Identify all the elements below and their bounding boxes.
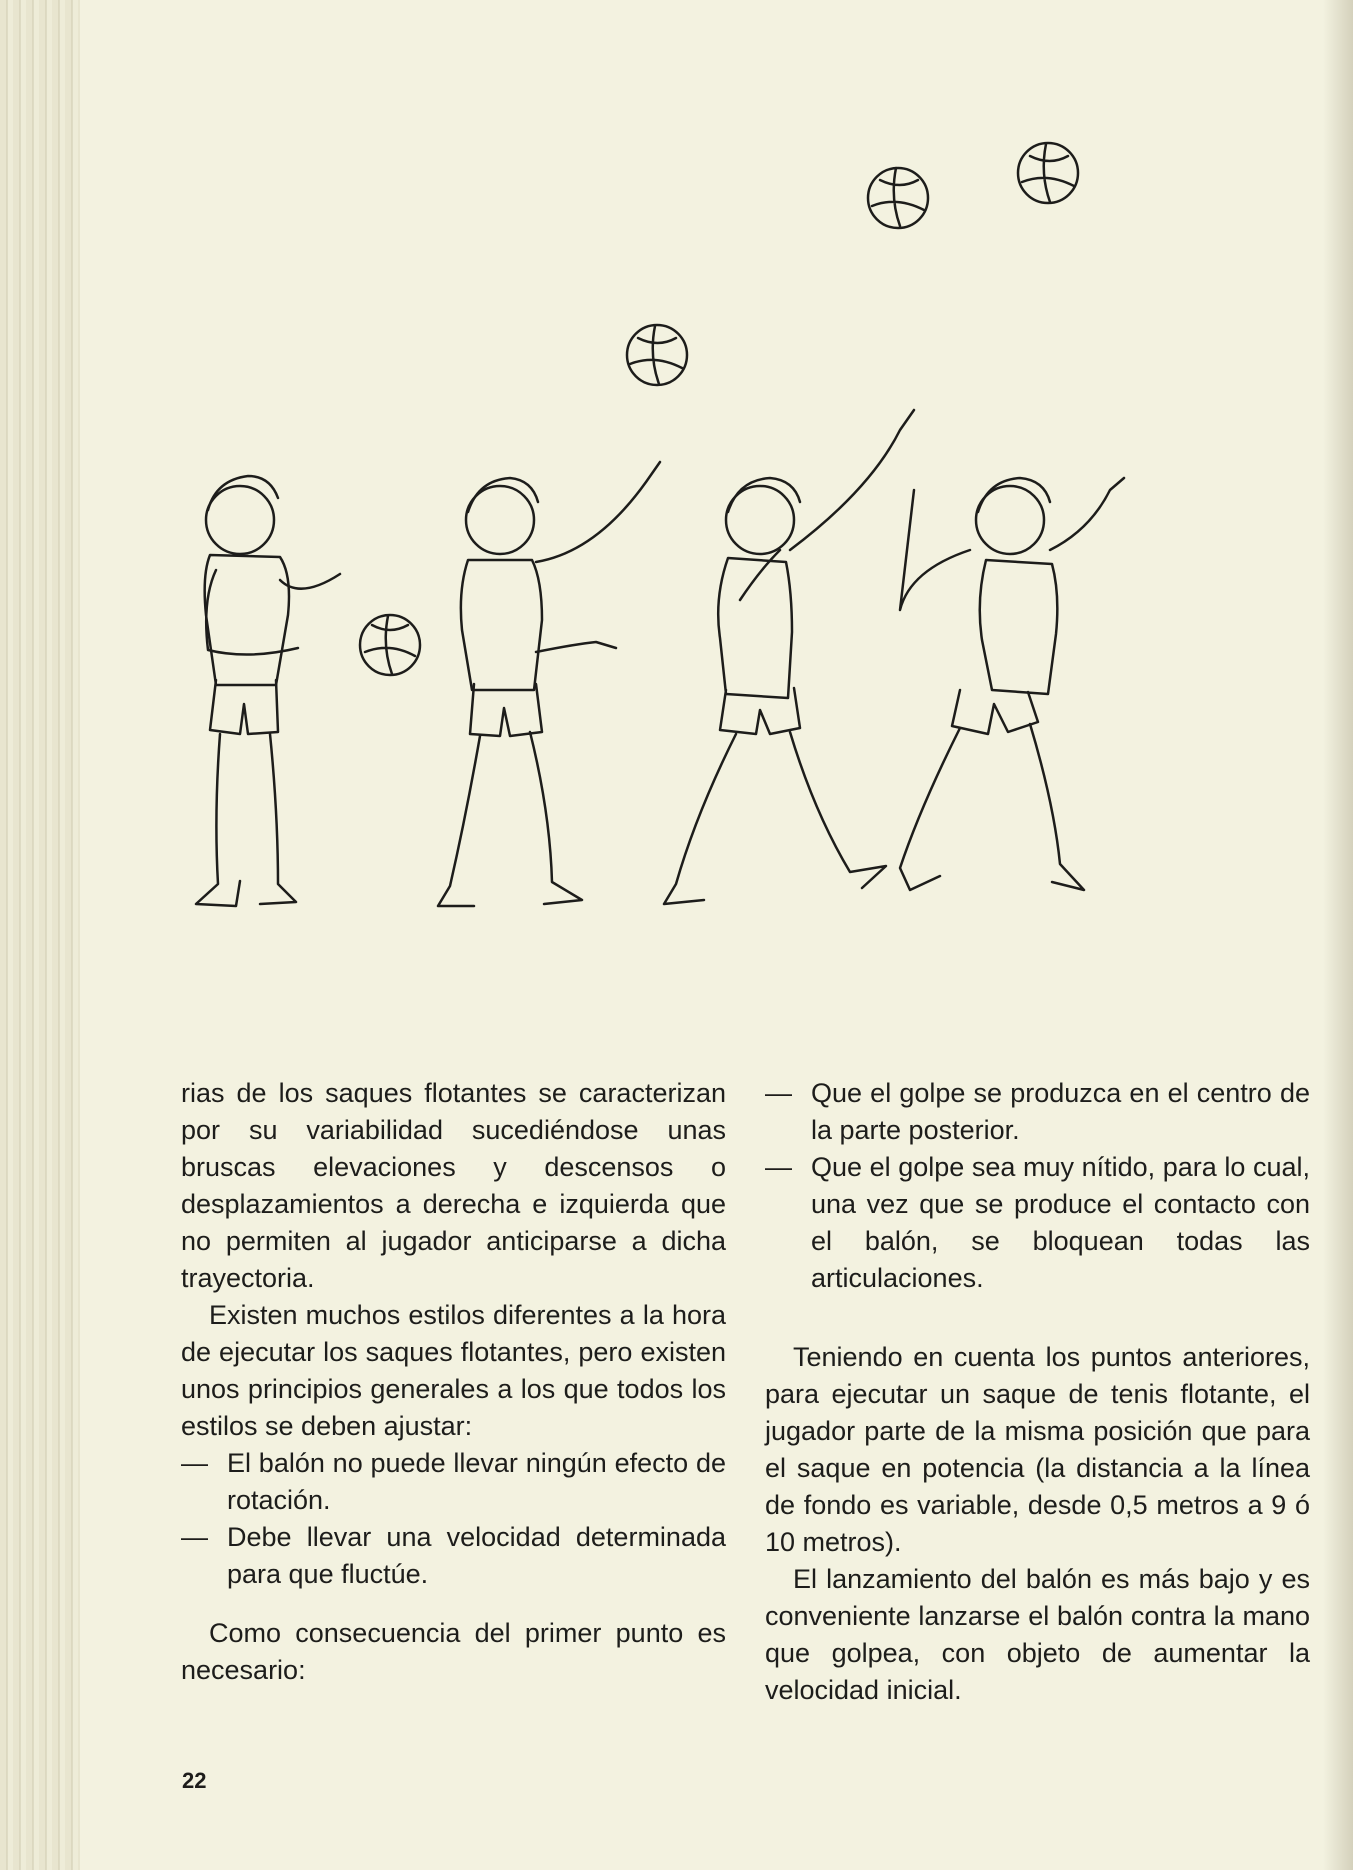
page-number: 22 — [182, 1768, 207, 1793]
left-text-column — [181, 1075, 726, 1689]
dash-item — [181, 1519, 726, 1593]
dash-mark: — — [765, 1078, 792, 1108]
dash-item-text: Que el golpe se produzca en el centro de la parte posterior. — [811, 1078, 1310, 1145]
dash-mark: — — [181, 1448, 208, 1478]
dash-mark: — — [181, 1522, 208, 1552]
dash-item — [181, 1445, 726, 1519]
right-text-column — [765, 1075, 1310, 1709]
figure-2-toss — [438, 462, 660, 906]
dash-item-text: Debe llevar una velocidad determinada para que fluctúe. — [227, 1522, 726, 1589]
dash-mark: — — [765, 1152, 792, 1182]
paragraph: rias de los saques flotantes se caracterizan por su variabilidad sucediéndose unas bruscas elevaciones y descensos o desplazamientos a derecha e izquierda que no permiten al jugador anticiparse a dicha trayectoria. — [181, 1078, 726, 1293]
paragraph: Como consecuencia del primer punto es necesario: — [181, 1618, 726, 1685]
paragraph: Existen muchos estilos diferentes a la hora de ejecutar los saques flotantes, pero existen unos principios generales a los que todos los estilos se deben ajustar: — [181, 1300, 726, 1441]
volleyball-serve-illustration — [150, 80, 1353, 980]
paragraph: El lanzamiento del balón es más bajo y es conveniente lanzarse el balón contra la mano que golpea, con objeto de aumentar la velocidad inicial. — [765, 1564, 1310, 1705]
dash-item-text: Que el golpe sea muy nítido, para lo cual, una vez que se produce el contacto con el balón, se bloquean todas las articulaciones. — [811, 1152, 1310, 1293]
page-edges — [0, 0, 80, 1870]
paragraph: Teniendo en cuenta los puntos anteriores, para ejecutar un saque de tenis flotante, el jugador parte de la misma posición que para el saque en potencia (la distancia a la línea de fondo es variable, desde 0,5 metros a 9 ó 10 metros). — [765, 1342, 1310, 1557]
figure-1-ready-position — [196, 476, 420, 906]
figure-4-hit — [900, 478, 1124, 890]
dash-item — [765, 1149, 1310, 1297]
dash-item — [765, 1075, 1310, 1149]
figure-3-arm-raised — [664, 410, 914, 904]
dash-item-text: El balón no puede llevar ningún efecto de rotación. — [227, 1448, 726, 1515]
